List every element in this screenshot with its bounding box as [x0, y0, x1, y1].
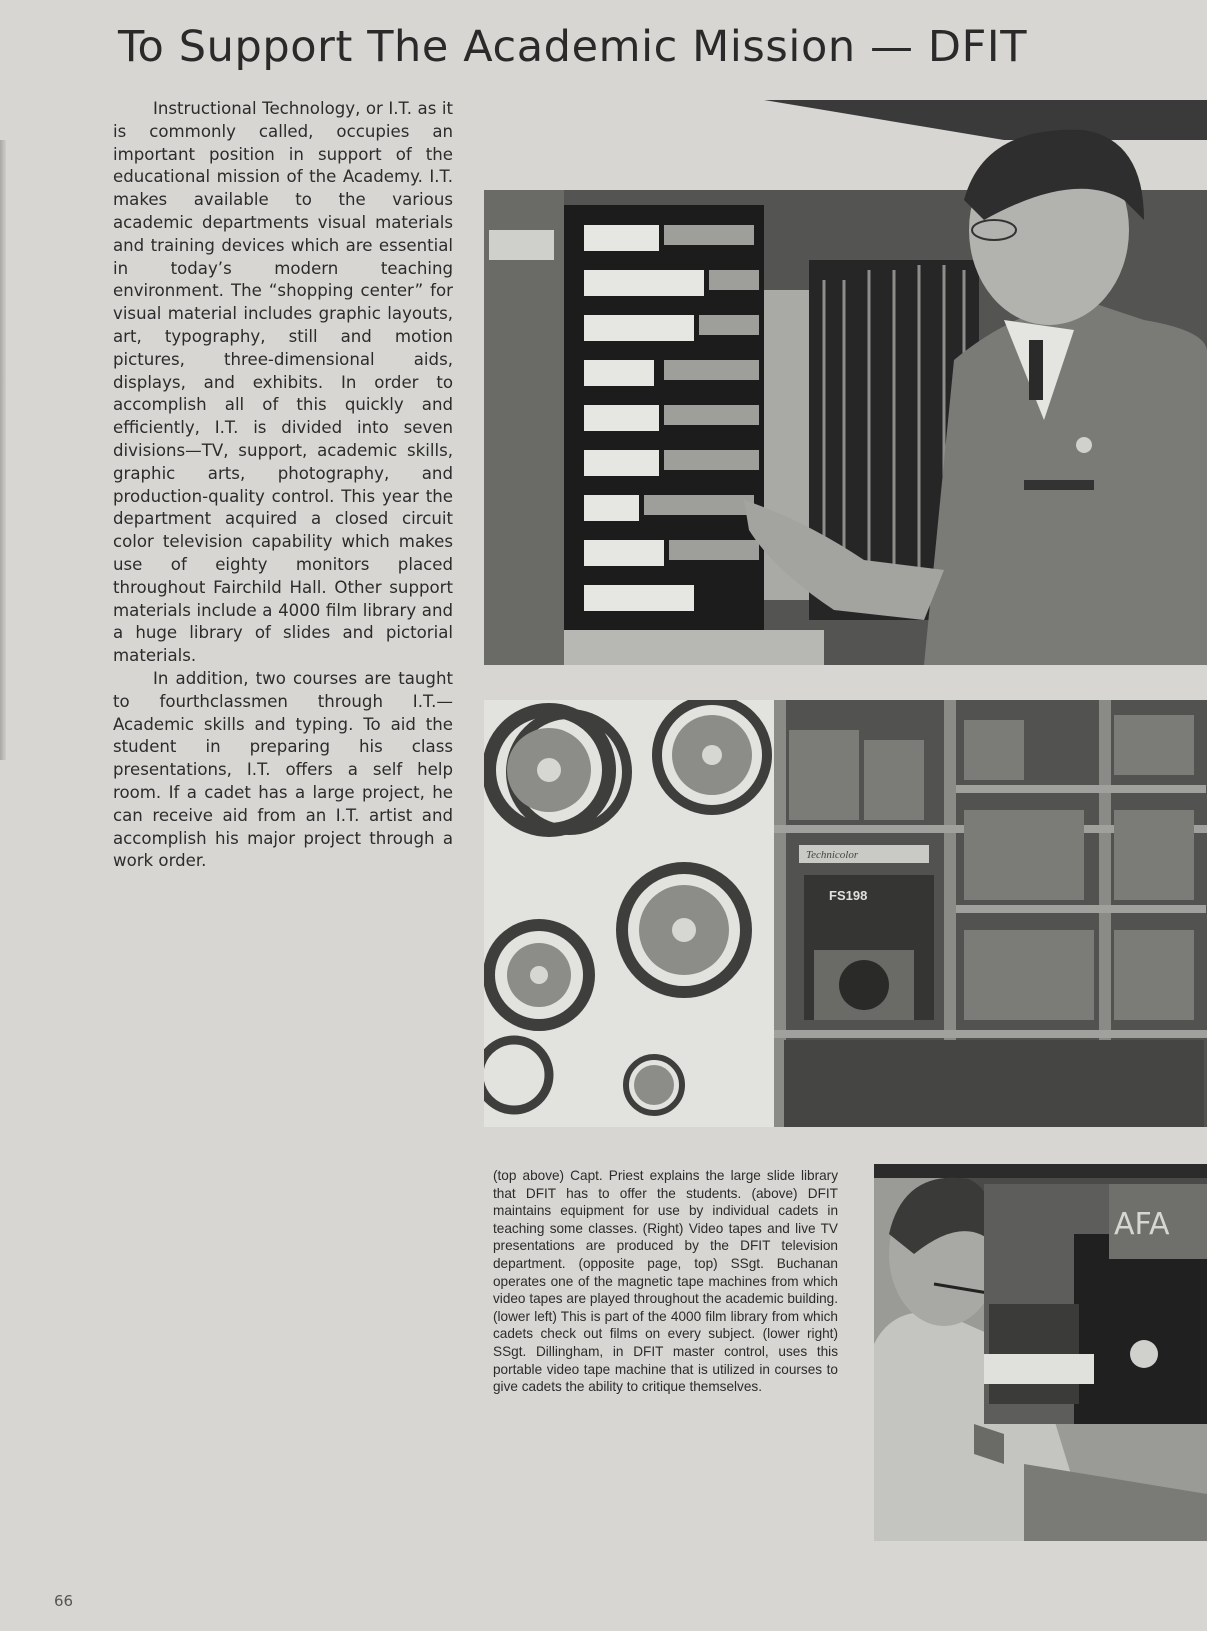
case-label: FS198 [829, 888, 868, 903]
page-title: To Support The Academic Mission — DFIT [118, 22, 1028, 72]
photo-caption: (top above) Capt. Priest explains the large slide library that DFIT has to offer the students. (above) DFIT maintains equipment for use by individual cadets in teaching some classes. (Right) Video tapes and live TV presentations are produced by the DFIT television department. (opposite page, top) SSgt. Buchanan operates one of the magnetic tape machines from which video tapes are played throughout the academic building. (lower left) This is part of the 4000 film library from which cadets check out films on every subject. (lower right) SSgt. Dillingham, in DFIT master control, uses this portable video tape machine that is utilized in courses to give cadets the ability to critique themselves. [493, 1168, 838, 1395]
brand-label: Technicolor [806, 849, 859, 861]
article-paragraph-1: Instructional Technology, or I.T. as it is commonly called, occupies an important position in support of the educational mission of the Academy. I.T. makes available to the various academic departments visual materials and training devices which are essential in today’s modern teaching environment. The “shopping center” for visual material includes graphic layouts, art, typography, still and motion pictures, three-dimensional aids, displays, and exhibits. In order to accomplish all of this quickly and efficiently, I.T. is divided into seven divisions—TV, support, academic skills, graphic arts, photography, and production-quality control. This year the department acquired a closed circuit color television capability which makes use of eighty monitors placed throughout Fairchild Hall. Other support materials include a 4000 film library and a huge library of slides and pictorial materials. [113, 99, 453, 666]
page-binding-edge [0, 140, 6, 760]
photo-tv-camera [874, 1164, 1207, 1541]
camera-label: AFA [1114, 1207, 1170, 1242]
photo-slide-library [484, 100, 1207, 665]
page-number: 66 [54, 1592, 74, 1610]
article-paragraph-2: In addition, two courses are taught to fourthclassmen through I.T.—Academic skills and typing. To aid the student in preparing his class presentations, I.T. offers a self help room. If a cadet has a large project, he can receive aid from an I.T. artist and accomplish his major project through a work order. [113, 668, 453, 871]
article-body [113, 98, 453, 873]
photo-film-library [484, 700, 1207, 1127]
